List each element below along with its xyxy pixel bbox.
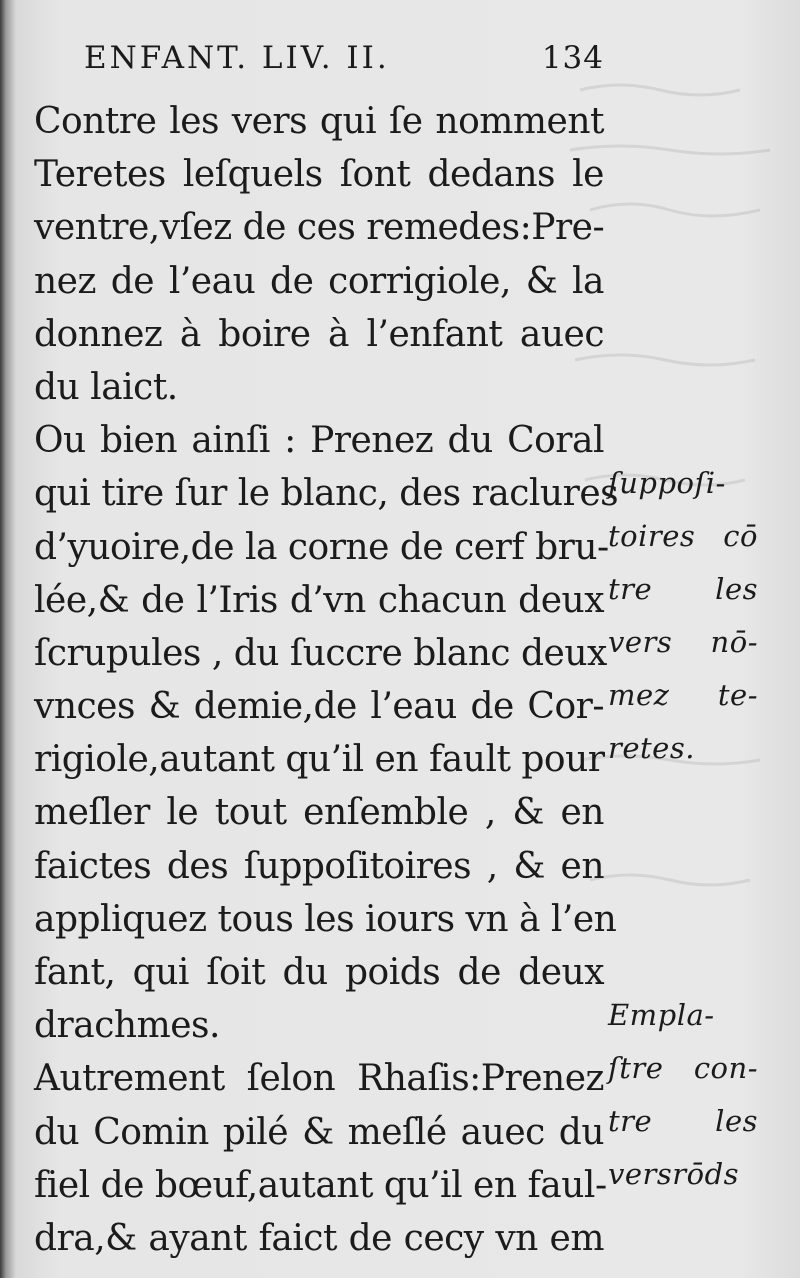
text-line: drachmes.: [34, 1005, 220, 1047]
page-number: 134: [541, 40, 604, 76]
text-line: Autrement ſelon Rhaſis:Prenez: [34, 1058, 604, 1100]
margin-note-line: versrōds: [608, 1157, 740, 1191]
text-line: nez de l’eau de corrigiole, & la: [34, 260, 604, 302]
text-line: meſler le tout enſemble , & en: [34, 792, 604, 834]
text-line: vnces & demie,de l’eau de Cor-: [34, 686, 604, 728]
text-line: qui tire ſur le blanc, des raclures: [34, 473, 619, 515]
text-line: appliquez tous les iours vn à l’en: [34, 898, 617, 940]
text-line: rigiole,autant qu’il en fault pour: [34, 739, 605, 781]
margin-note-line: Empla-: [608, 998, 715, 1032]
main-text-block: [34, 95, 619, 1265]
text-line: donnez à boire à l’enfant auec: [34, 313, 604, 355]
text-line: fiel de bœuf,autant qu’il en faul-: [34, 1164, 607, 1206]
text-line: ſcrupules , du ſuccre blanc deux: [34, 632, 607, 674]
text-line: dra,& ayant faict de cecy vn em: [34, 1217, 604, 1259]
text-line: du Comin pilé & meſlé auec du: [34, 1111, 604, 1153]
text-line: faictes des ſuppoſitoires , & en: [34, 845, 604, 887]
running-head: ENFANT. LIV. II.: [84, 40, 390, 76]
margin-note-line: ſtre con-: [608, 1051, 758, 1085]
running-header: [84, 38, 604, 78]
text-line: Teretes leſquels ſont dedans le: [34, 154, 604, 196]
margin-note-line: tre les: [608, 572, 758, 606]
text-line: du laict.: [34, 366, 178, 408]
text-line: Ou bien ainſi : Prenez du Coral: [34, 420, 604, 462]
margin-note-line: retes.: [608, 731, 695, 765]
margin-note-line: toires cō: [608, 519, 758, 553]
margin-note-line: ſuppoſi-: [608, 466, 726, 500]
text-line: Contre les vers qui ſe nomment: [34, 101, 604, 142]
text-line: fant, qui ſoit du poids de deux: [34, 952, 604, 993]
margin-note-line: mez te-: [608, 678, 758, 712]
text-line: lée,& de l’Iris d’vn chacun deux: [34, 579, 604, 621]
margin-note-line: tre les: [608, 1104, 758, 1138]
margin-note-line: vers nō-: [608, 625, 758, 659]
text-line: d’yuoire,de la corne de cerf bru-: [34, 526, 609, 568]
text-line: ventre,vſez de ces remedes:Pre-: [34, 207, 605, 249]
